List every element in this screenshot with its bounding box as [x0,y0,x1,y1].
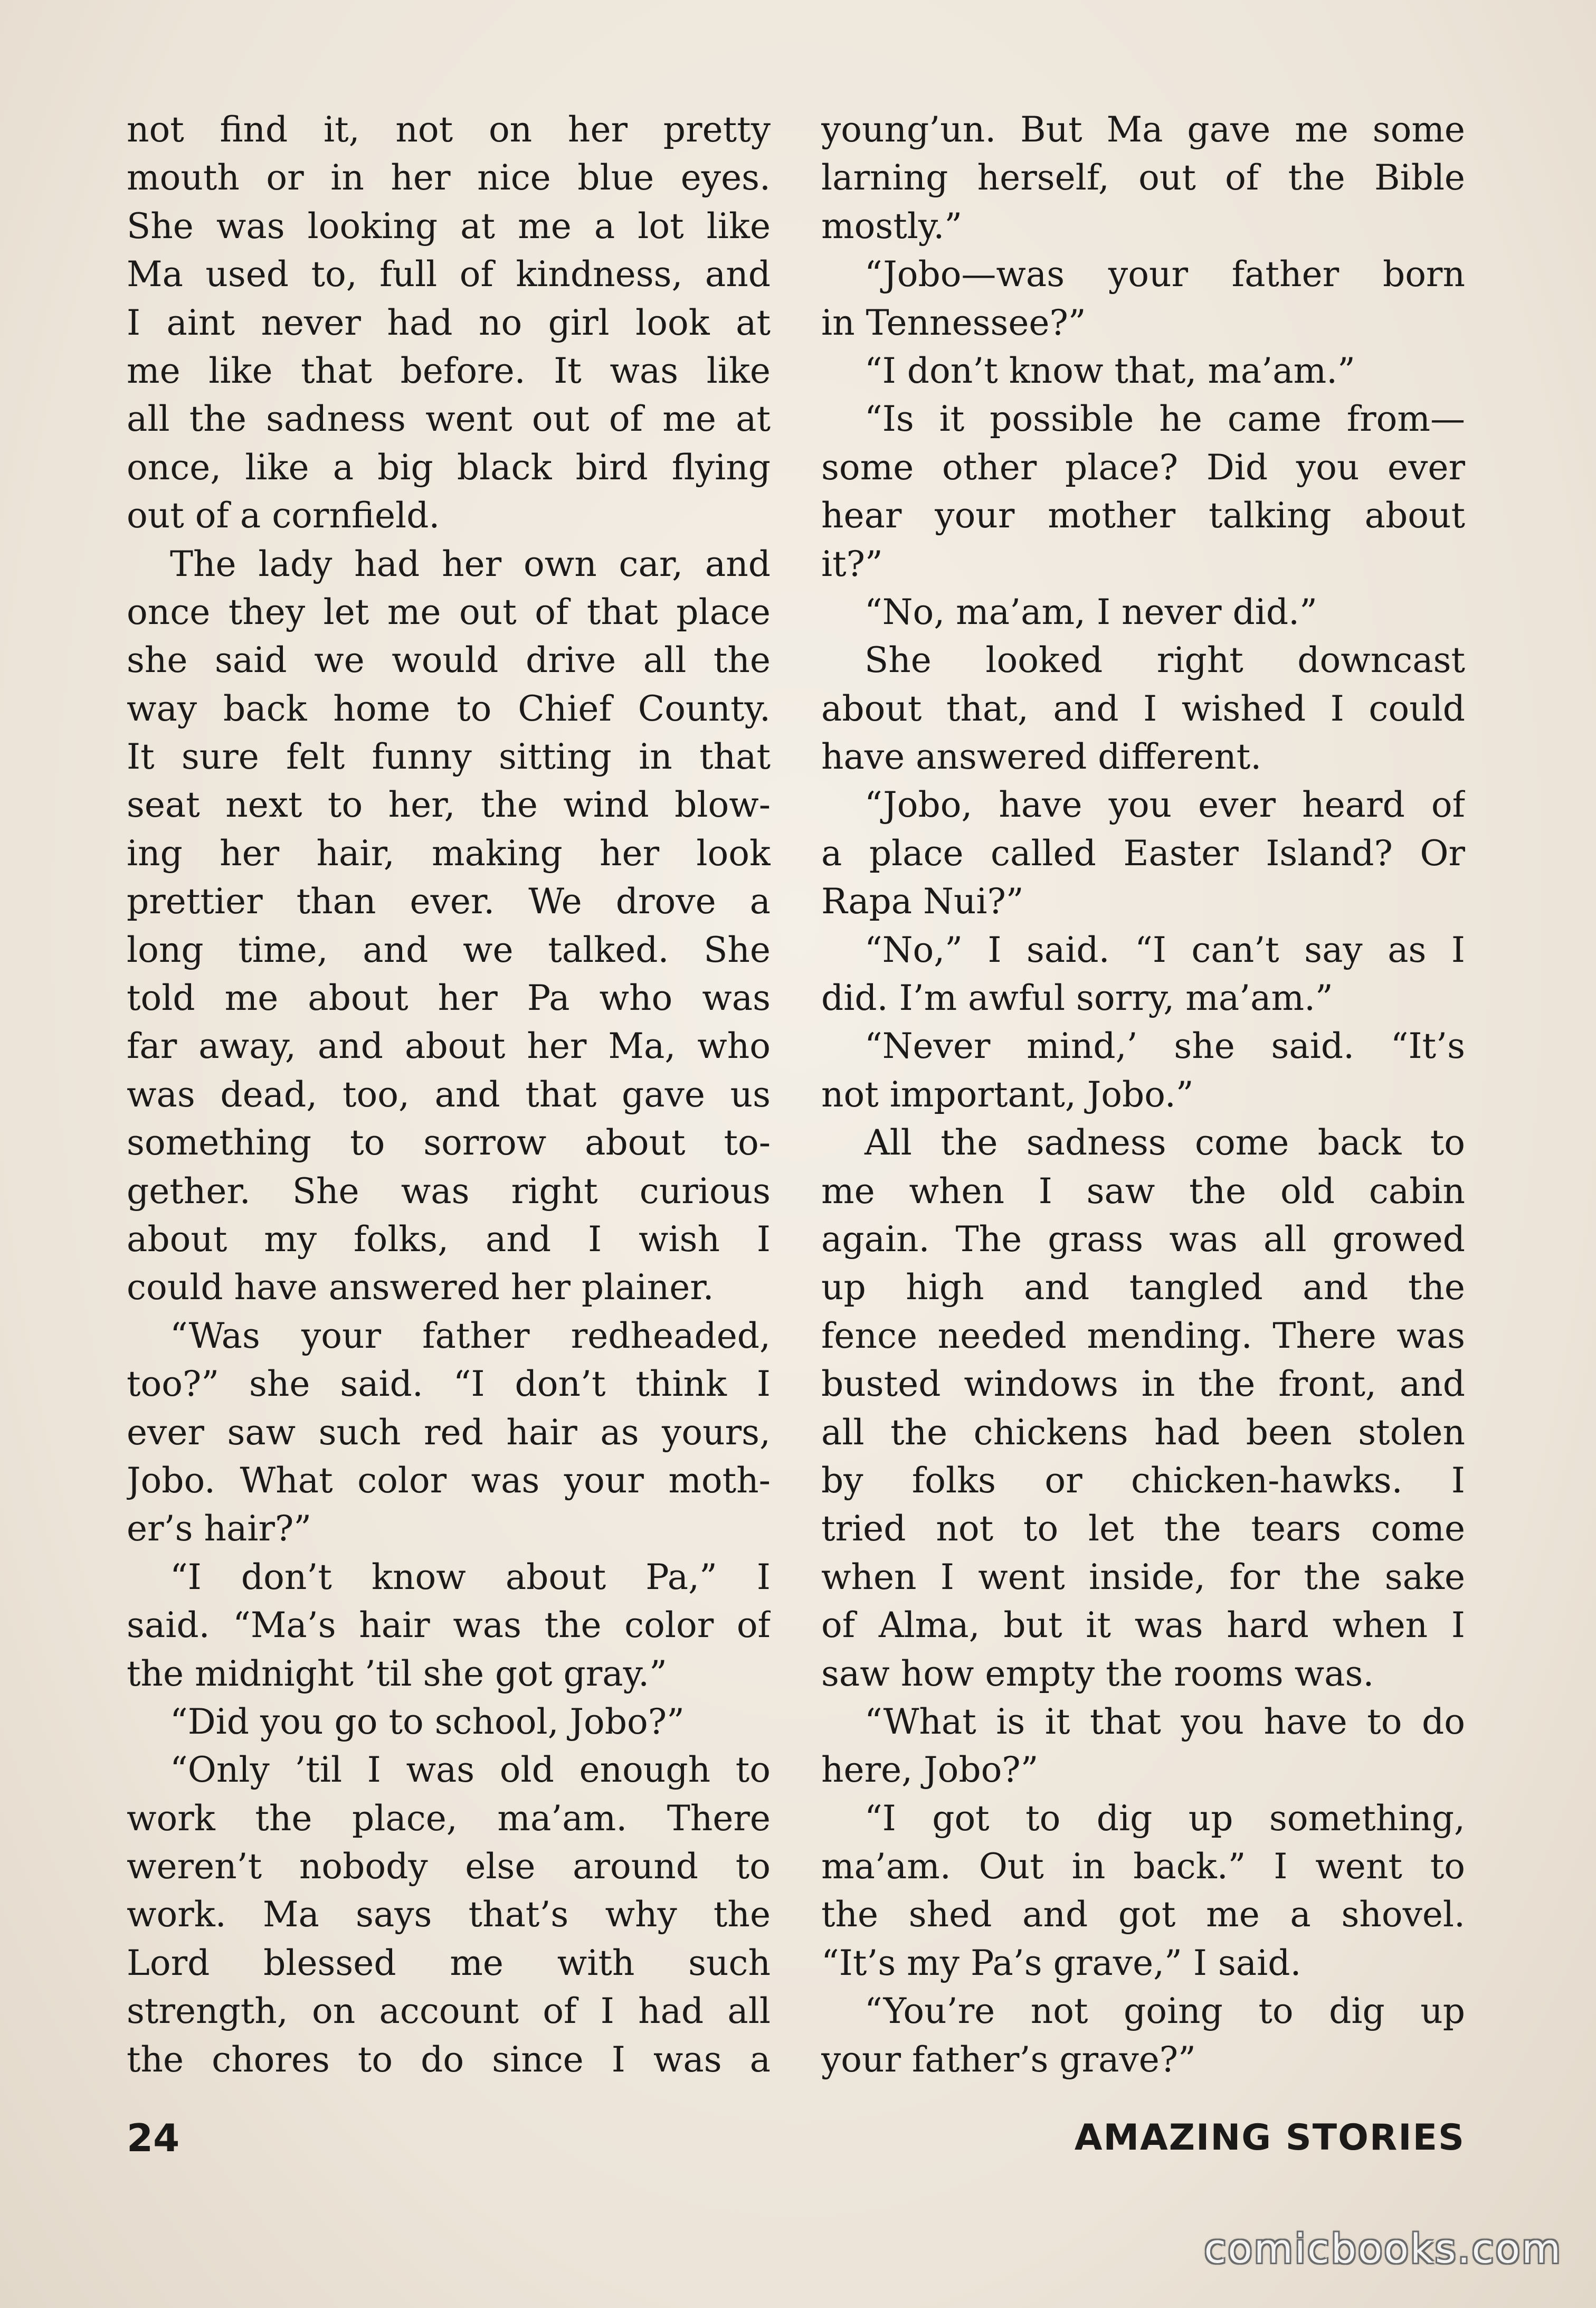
text-line: about that, and I wished I could [821,688,1465,729]
magazine-title: AMAZING STORIES [1074,2117,1465,2159]
text-line: “I don’t know that, ma’am.” [864,350,1355,391]
text-line: She was looking at me a lot like [127,205,771,247]
text-line: it?” [821,543,883,584]
text-line: work the place, ma’am. There [127,1798,771,1839]
text-line: ing her hair, making her look [127,833,771,874]
text-line: “Never mind,’ she said. “It’s [864,1026,1465,1067]
text-line: the midnight ’til she got gray.” [127,1653,667,1694]
text-line: hear your mother talking about [821,495,1465,536]
right-text-column [821,106,1465,2084]
text-line: ma’am. Out in back.” I went to [821,1846,1465,1887]
text-line: “You’re not going to dig up [864,1991,1465,2032]
text-line: fence needed mending. There was [821,1315,1465,1356]
text-line: tried not to let the tears come [821,1508,1465,1549]
text-line: something to sorrow about to- [127,1122,771,1164]
text-line: the shed and got me a shovel. [821,1894,1465,1935]
text-line: It sure felt funny sitting in that [127,736,771,778]
text-line: saw how empty the rooms was. [821,1653,1374,1694]
text-line: young’un. But Ma gave me some [821,109,1465,150]
text-line: Rapa Nui?” [821,881,1024,922]
site-watermark: comicbooks.com [1204,2225,1562,2272]
left-text-column [127,106,771,2084]
text-line: long time, and we talked. She [127,929,771,970]
text-line: not important, Jobo.” [821,1074,1194,1115]
text-line: er’s hair?” [127,1508,312,1549]
text-line: strength, on account of I had all [127,1991,771,2032]
text-line: “I don’t know about Pa,” I [170,1556,771,1597]
text-line: mostly.” [821,205,963,247]
text-line: work. Ma says that’s why the [127,1894,771,1935]
text-line: seat next to her, the wind blow- [127,784,771,826]
text-line: was dead, too, and that gave us [127,1074,771,1115]
text-line: far away, and about her Ma, who [127,1026,771,1067]
text-line: busted windows in the front, and [821,1364,1465,1405]
text-line: all the sadness went out of me at [127,399,771,440]
text-line: here, Jobo?” [821,1749,1039,1791]
text-line: once they let me out of that place [127,591,771,632]
text-line: your father’s grave?” [821,2039,1196,2080]
text-line: “Jobo, have you ever heard of [864,784,1465,826]
text-line: again. The grass was all growed [821,1218,1465,1260]
text-line: in Tennessee?” [821,302,1086,343]
text-line: She looked right downcast [864,640,1465,681]
text-line: “Jobo—was your father born [864,254,1465,295]
text-line: Ma used to, full of kindness, and [127,254,771,295]
page-number: 24 [127,2116,180,2160]
text-line: “Was your father redheaded, [170,1315,771,1356]
text-line: she said we would drive all the [127,640,771,681]
text-line: prettier than ever. We drove a [127,881,771,922]
text-line: a place called Easter Island? Or [821,833,1465,874]
text-line: Jobo. What color was your moth- [127,1460,771,1501]
text-line: The lady had her own car, and [170,543,771,584]
text-line: by folks or chicken-hawks. I [821,1460,1465,1501]
text-line: the chores to do since I was a [127,2039,771,2080]
text-line: “Is it possible he came from— [864,399,1465,440]
text-line: all the chickens had been stolen [821,1412,1465,1453]
text-line: gether. She was right curious [127,1170,771,1212]
text-line: weren’t nobody else around to [127,1846,771,1887]
text-line: said. “Ma’s hair was the color of [127,1605,771,1646]
text-line: mouth or in her nice blue eyes. [127,157,771,198]
text-line: some other place? Did you ever [821,447,1465,488]
text-line: I aint never had no girl look at [127,302,771,343]
text-line: once, like a big black bird flying [127,447,771,488]
text-line: up high and tangled and the [821,1267,1465,1308]
text-line: me like that before. It was like [127,350,771,391]
text-line: ever saw such red hair as yours, [127,1412,771,1453]
text-line: Lord blessed me with such [127,1942,771,1983]
text-line: me when I saw the old cabin [821,1170,1465,1212]
text-line: “No, ma’am, I never did.” [864,591,1317,632]
text-line: “It’s my Pa’s grave,” I said. [821,1942,1302,1983]
text-line: did. I’m awful sorry, ma’am.” [821,978,1333,1019]
text-line: about my folks, and I wish I [127,1218,771,1260]
text-line: too?” she said. “I don’t think I [127,1364,771,1405]
text-line: larning herself, out of the Bible [821,157,1465,198]
text-line: when I went inside, for the sake [821,1556,1465,1597]
text-line: “I got to dig up something, [864,1798,1465,1839]
text-line: “Only ’til I was old enough to [170,1749,771,1791]
text-line: not find it, not on her pretty [127,109,771,150]
text-line: out of a cornfield. [127,495,440,536]
text-line: could have answered her plainer. [127,1267,714,1308]
text-line: “No,” I said. “I can’t say as I [864,929,1465,970]
text-line: way back home to Chief County. [127,688,771,729]
text-line: All the sadness come back to [864,1122,1465,1164]
text-line: told me about her Pa who was [127,978,771,1019]
text-line: “What is it that you have to do [864,1701,1465,1742]
text-line: “Did you go to school, Jobo?” [170,1701,685,1742]
text-line: of Alma, but it was hard when I [821,1605,1465,1646]
text-line: have answered different. [821,736,1262,778]
